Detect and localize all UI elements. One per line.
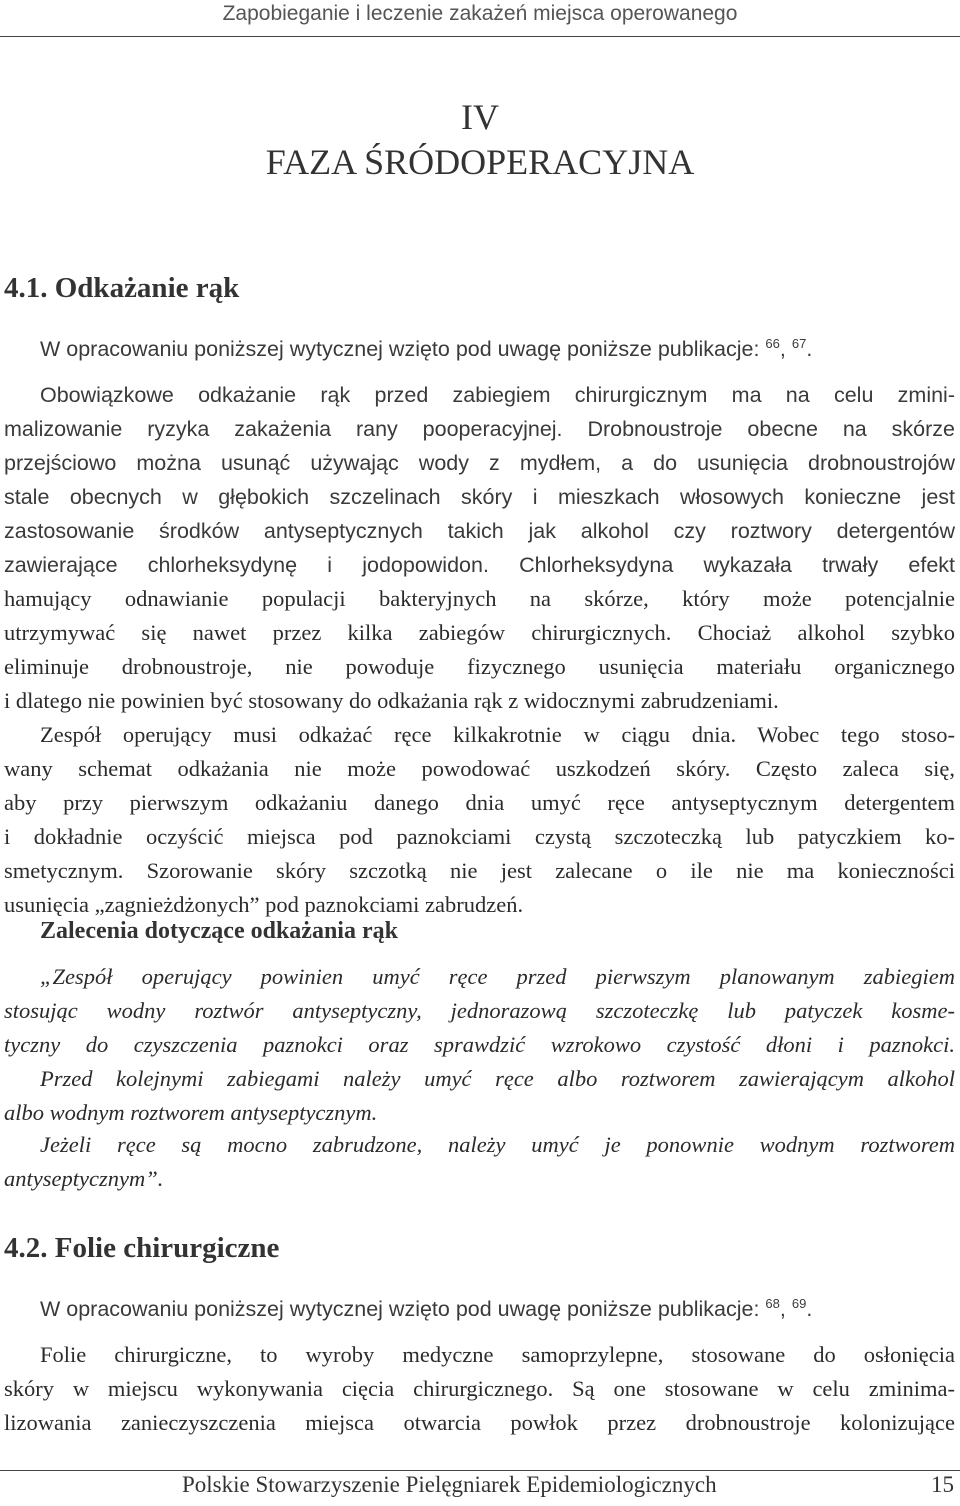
reference-67: 67 [791,336,807,351]
reference-69: 69 [791,1296,807,1311]
chapter-number: IV [461,97,499,137]
paragraph-line: usunięcia „zagnieżdżonych” pod paznokciami zabrudzeń. [4,892,524,917]
section-2-intro: W opracowaniu poniższej wytycznej wzięto pod uwagę poniższe publikacje: $^{68}$, $^{69}$. [40,1296,813,1321]
header-divider [0,36,960,37]
sentence-fragment: Chlorheksydyna wykazała trwały efekt [519,553,955,577]
page-number: 15 [931,1472,954,1497]
paragraph-line: Zespół operujący musi odkażać ręce kilkakrotnie w ciągu dnia. Wobec tego stoso- [40,722,955,747]
reference-66: 66 [765,336,780,351]
sentence-fragment: malizowanie ryzyka zakażenia rany pooperacyjnej. [4,417,563,441]
paragraph-line: aby przy pierwszym odkażaniu danego dnia umyć ręce antyseptycznym detergentem [4,790,955,815]
recommendation-line: antyseptycznym”. [4,1166,164,1191]
recommendation-line: Przed kolejnymi zabiegami należy umyć ręce albo roztworem zawierającym alkohol [40,1066,955,1091]
sentence-fragment: zawierające chlorheksydynę i jodopowidon. [4,553,489,577]
section-2-intro-text: W opracowaniu poniższej wytycznej wzięto pod uwagę poniższe publikacje: [40,1297,760,1321]
recommendation-line: „Zespół operujący powinien umyć ręce przed pierwszym planowanym zabiegiem [40,964,955,989]
sentence-fragment: Drobnoustroje obecne na skórze [587,417,955,441]
paragraph-line: i dokładnie oczyścić miejsca pod paznokciami czystą szczoteczką lub patyczkiem ko- [4,824,955,849]
section-heading-4-1: 4.1. Odkażanie rąk [4,272,240,304]
recommendation-line: albo wodnym roztworem antyseptycznym. [4,1100,378,1125]
paragraph-line: hamujący odnawianie populacji bakteryjnych na skórze, który może potencjalnie [4,586,955,611]
reference-68: 68 [765,1296,780,1311]
paragraph-line: wany schemat odkażania nie może powodować uszkodzeń skóry. Często zaleca się, [4,756,955,781]
recommendation-line: tyczny do czyszczenia paznokci oraz sprawdzić wzrokowo czystość dłoni i paznokci. [4,1032,955,1057]
paragraph-line: Folie chirurgiczne, to wyroby medyczne samoprzylepne, stosowane do osłonięcia [40,1342,955,1367]
paragraph-line: eliminuje drobnoustroje, nie powoduje fizycznego usunięcia materiału organicznego [4,654,955,679]
section-1-intro-text: W opracowaniu poniższej wytycznej wzięto pod uwagę poniższe publikacje: [40,337,760,361]
paragraph-line: stale obecnych w głębokich szczelinach skóry i mieszkach włosowych konieczne jest [4,485,955,509]
section-1-intro: W opracowaniu poniższej wytycznej wzięto pod uwagę poniższe publikacje: $^{66}$, $^{67}$. [40,336,813,361]
recommendation-line: Jeżeli ręce są mocno zabrudzone, należy umyć je ponownie wodnym roztworem [40,1132,955,1157]
footer-organization: Polskie Stowarzyszenie Pielęgniarek Epidemiologicznych [182,1472,717,1497]
paragraph-line [4,412,955,446]
recommendation-line: stosując wodny roztwór antyseptyczny, jednorazową szczoteczkę lub patyczek kosme- [4,998,955,1023]
paragraph-line: przejściowo można usunąć używając wody z mydłem, a do usunięcia drobnoustrojów [4,451,955,475]
paragraph-line: smetycznym. Szorowanie skóry szczotką nie jest zalecane o ile nie ma konieczności [4,858,955,883]
paragraph-line: Obowiązkowe odkażanie rąk przed zabiegiem chirurgicznym ma na celu zmini- [40,383,955,407]
recommendations-heading: Zalecenia dotyczące odkażania rąk [40,918,398,944]
paragraph-line: lizowania zanieczyszczenia miejsca otwarcia powłok przez drobnoustroje kolonizujące [4,1410,955,1435]
running-header: Zapobieganie i leczenie zakażeń miejsca operowanego [222,2,738,25]
paragraph-line: utrzymywać się nawet przez kilka zabiegów chirurgicznych. Chociaż alkohol szybko [4,620,955,645]
chapter-title: FAZA ŚRÓDOPERACYJNA [265,142,695,182]
paragraph-line [4,548,955,582]
paragraph-line: skóry w miejscu wykonywania cięcia chirurgicznego. Są one stosowane w celu zminima- [4,1376,955,1401]
footer-divider [0,1470,960,1471]
paragraph-line: i dlatego nie powinien być stosowany do odkażania rąk z widocznymi zabrudzeniami. [4,688,779,713]
paragraph-line: zastosowanie środków antyseptycznych takich jak alkohol czy roztwory detergentów [4,519,955,543]
section-heading-4-2: 4.2. Folie chirurgiczne [4,1232,280,1264]
